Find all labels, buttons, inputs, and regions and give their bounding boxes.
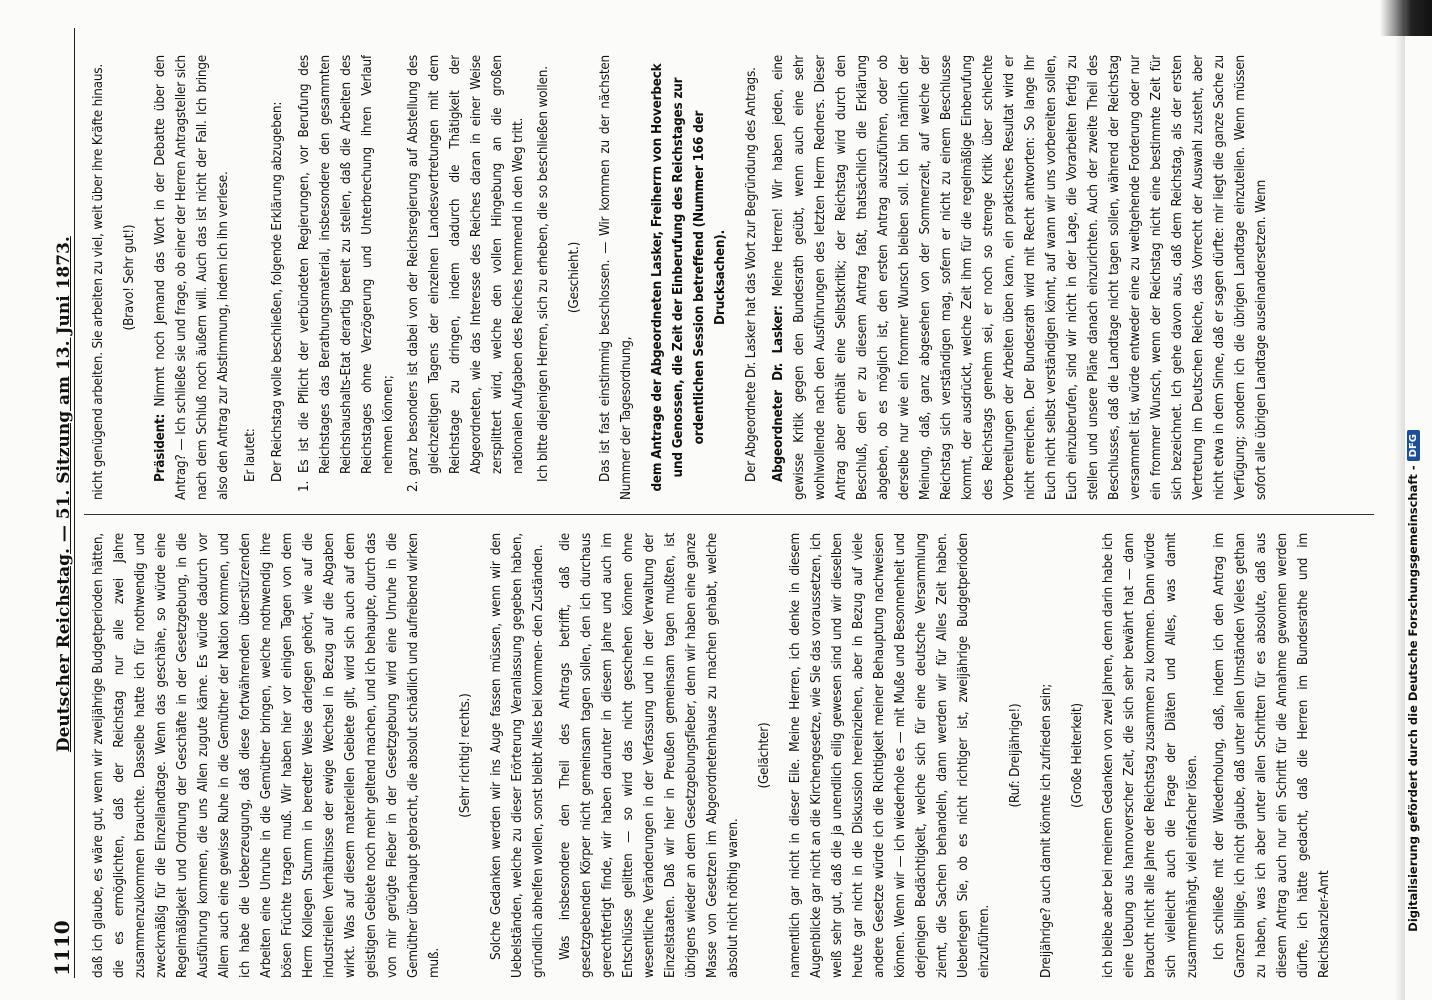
speaker-label: Präsident: <box>153 413 168 482</box>
paragraph: Ich bitte diejenigen Herren, sich zu erheben, die so beschließen wollen. <box>536 66 551 482</box>
paragraph: Was insbesondere den Theil des Antrags betrifft, daß die gesetzgebenden Körper nicht gemeinsam tagen sollen, den ich durchaus gerechtfertigt finde, wir haben darunter in diesem Jahre und auch im Entschlüsse gelitten — so wird das nicht geschehen können ohne wesentliche Veränderungen in der Verfassung und in der Verwaltung der Einzelstaaten. Daß wir hier in Preußen gemeinsam tagen mußten, ist übrigens wieder an dem Gesetzgebungsfieber, denn wir haben eine ganze Masse von Gesetzen im Abgeordnetenhause zu machen gehabt, welche absolut nicht nöthig waren. <box>558 533 741 978</box>
paragraph: namentlich gar nicht in dieser Eile. Meine Herren, ich denke in diesem Augenblicke gar nicht an die Kirchengesetze, wie Sie das voraussetzen, ich weiß sehr gut, daß die ja unendlich eilig gewesen sind und wir dieselben heute gar nicht in die Diskussion hereinziehen, aber in Bezug auf viele andere Gesetze würde ich die Richtigkeit meiner Behauptung nachweisen können. Wenn wir — ich wiederhole es — mit Muße und Besonnenheit und derjenigen Bedächtigkeit, welche sich für eine deutsche Versammlung ziemt, die Sachen behandeln, dann werden wir für Alles Zeit haben. Ueberlegen Sie, ob es nicht richtiger ist, zweijährige Budgetperioden einzuführen. <box>788 533 992 978</box>
motion-title: dem Antrage der Abgeordneten Lasker, Freiherrn von Hoverbeck und Genossen, die Zeit der Einberufung des Reichstages zur ordentlichen Session betreffend (Nummer 166 der Drucksachen). <box>650 63 728 492</box>
speech-text: Nimmt noch Jemand das Wort in der Debatte über den Antrag? — Ich schließe sie und frage, ob einer der Herren Antragsteller sich nach dem Schluß noch äußern will. Auch das ist nicht der Fall. Ich bringe also den Antrag zur Abstimmung, indem ich ihn verlese. <box>153 55 231 500</box>
digitization-credit <box>1402 430 1424 990</box>
paragraph: Der Abgeordnete Dr. Lasker hat das Wort zur Begründung des Antrags. <box>744 67 759 482</box>
paragraph: Ich schließe mit der Wiederholung, daß, indem ich den Antrag im Ganzen billige, ich nicht glaube, daß unter allen Umständen Vieles gethan zu haben, was ich aber unter allen Schritten für es absolute, daß aus diesem Antrag auch nur ein Schritt für die Annahme gewonnen werden dürfte, ich hätte gedacht, daß die Herren im Bundesrathe und im Reichskanzler-Amt <box>1212 533 1332 978</box>
speech-text: Meine Herren! Wir haben jeden, eine gewisse Kritik gegen den Bundesrath geübt, wenn auch eine sehr wohlwollende nach den Ausführungen des letzten Herrn Redners. Dieser Antrag aber enthält eine Selbstkritik; der Reichstag wird durch den Beschluß, den er zu diesem Antrag faßt, thatsächlich die Erklärung abgeben, ob es möglich ist, den ersten Antrag auszuführen, oder ob derselbe nur wie ein frommer Wunsch bleiben soll. Ich bin nämlich der Meinung, daß, ganz abgesehen von der Sommerzeit, auf welche der Reichstag sich verständigen mag, sofern er nicht zu einem Beschlusse kommt, der ausdrückt, welche Zeit ihm für die regelmäßige Einberufung des Reichstags genehm sei, er noch so strenge Kritik über schlechte Vorbereitungen der Arbeiten üben kann, ein praktisches Resultat wird er nicht erreichen. Der Bundesrath wird mit Recht antworten: So lange Ihr Euch nicht selbst verständigen könnt, auf wann wir uns vorbereiten sollen, Euch einzuberufen, sind wir nicht in der Lage, die Vorarbeiten fertig zu stellen und unsere Pläne danach einzurichten. Auch der zweite Theil des Beschlusses, daß die Landtage nicht tagen sollen, während der Reichstag versammelt ist, würde entweder eine zu weitgehende Forderung oder nur ein frommer Wunsch, wenn der Reichstag nicht eine bestimmte Zeit für sich bezeichnet. Ich gehe davon aus, daß dem Reichstag, als der ersten Vertretung im Deutschen Reiche, das Vorrecht der Auswahl zusteht, aber nicht etwa in dem Sinne, daß er sagen dürfte: mir liegt die ganze Sache zu Verfügung; sondern ich die übrigen Landtage einzuteilen. Wenn müssen sofort alle übrigen Landtage auseinandersetzen. Wenn <box>771 55 1269 500</box>
interjection: (Geschieht.) <box>567 241 582 314</box>
running-title-mid: — 51. Sitzung am 13. Juni 1873. <box>54 236 74 543</box>
scan-border <box>1380 0 1432 36</box>
paragraph: Er lautet: <box>243 428 258 482</box>
dfg-logo: DFG <box>1407 430 1420 461</box>
column-divider <box>84 514 1374 515</box>
interjection: (Ruf: Dreijährige!) <box>1008 703 1023 808</box>
list-item: 1. Es ist die Pflicht der verbündeten Regierungen, vor Berufung des Reichstages das Berathungsmaterial, insbesondere den gesammten Reichshaushalts-Etat derartig bereit zu stellen, daß die Arbeiten des Reichstages ohne Verzögerung und Unterbrechung ihren Verlauf nehmen können; <box>297 55 396 492</box>
right-column <box>88 55 1368 500</box>
paragraph: daß ich glaube, es wäre gut, wenn wir zweijährige Budgetperioden hätten, die es ermöglichten, daß der Reichstag nur alle zwei Jahre zusammenzukommen brauchte. Dasselbe hatte ich für nothwendig und zweckmäßig für die Einzellandtage. Wenn das geschähe, so würde eine Regelmäßigkeit und Ordnung der Geschäfte in der Gesetzgebung, in die Ausführung kommen, die uns Allen zugute käme. Es würde dadurch vor Allem auch eine gewisse Ruhe in die Gemüther der Nation kommen, und ich habe die Ueberzeugung, daß diese fortwährenden überstürzenden Arbeiten eine Unruhe in die Gemüther bringen, welche nothwendig ihre bösen Früchte tragen muß. Wir haben hier vor einigen Tagen von dem Herrn Kollegen Stumm in beredter Weise darlegen gehört, wie auf die industriellen Verhältnisse der ewige Wechsel in Bezug auf die Abgaben wirkt. Was auf diesem materiellen Gebiete gilt, wird sich auch auf dem geistigen Gebiete noch mehr geltend machen, und ich behaupte, durch das von mir gerügte Fieber in der Gesetzgebung wird eine Unruhe in die Gemüther überhaupt gebracht, die absolut schädlich und aufreibend wirken muß. <box>91 533 442 978</box>
paragraph: Der Reichstag wolle beschließen, folgende Erklärung abzugeben: <box>270 101 285 482</box>
interjection: (Bravo! Sehr gut!) <box>122 224 137 331</box>
rotated-page-content <box>38 28 1378 978</box>
paragraph: Solche Gedanken werden wir ins Auge fassen müssen, wenn wir den Uebelständen, welche zu dieser Erörterung Veranlassung gegeben haben, gründlich abhelfen wollen, sonst bleibt Alles bei kommen- den Zuständen. <box>489 533 546 978</box>
interjection: (Große Heiterkeit) <box>1070 703 1085 808</box>
running-title <box>54 236 74 752</box>
president-paragraph <box>150 55 234 500</box>
paragraph: nicht genügend arbeiten. Sie arbeiten zu viel, weit über ihre Kräfte hinaus. <box>91 64 106 500</box>
page-header <box>38 28 75 978</box>
paragraph: Das ist fast einstimmig beschlossen. — Wir kommen zu der nächsten Nummer der Tagesordnung, <box>598 55 634 500</box>
speaker-label: Abgeordneter Dr. Lasker: <box>771 305 786 482</box>
credit-text: Digitalisierung gefördert durch die Deutsche Forschungsgemeinschaft - <box>1406 465 1420 932</box>
running-title-left: Deutscher Reichstag. <box>54 548 74 753</box>
list-item: 2. ganz besonders ist dabei von der Reichsregierung auf Abstellung des gleichzeitigen Tagens der einzelnen Landesvertretungen mit dem Reichstage zu dringen, indem dadurch die Thätigkeit der Abgeordneten, wie das Interesse des Reiches daran in einer Weise zersplittert wird, welche den vollen Hingebung an die großen nationalen Aufgaben des Reiches hemmend in den Weg tritt. <box>406 55 526 492</box>
interjection: (Sehr richtig! rechts.) <box>458 693 473 818</box>
left-column <box>88 533 1368 978</box>
lasker-paragraph <box>768 55 1272 500</box>
paragraph: ich bleibe aber bei meinem Gedanken von zwei Jahren, denn darin habe ich eine Uebung aus hannoverscher Zeit, die sich sehr bewährt hat — dann braucht nicht alle Jahre der Reichstag zusammen zu kommen. Dann würde sich vielleicht auch die Frage der Diäten und Alles, was damit zusammenhängt, viel einfacher lösen. <box>1101 533 1200 978</box>
paragraph: Dreijährige? auch damit könnte ich zufrieden sein; <box>1039 683 1054 978</box>
page-number: 1110 <box>50 920 74 976</box>
interjection: (Gelächter) <box>757 722 772 789</box>
